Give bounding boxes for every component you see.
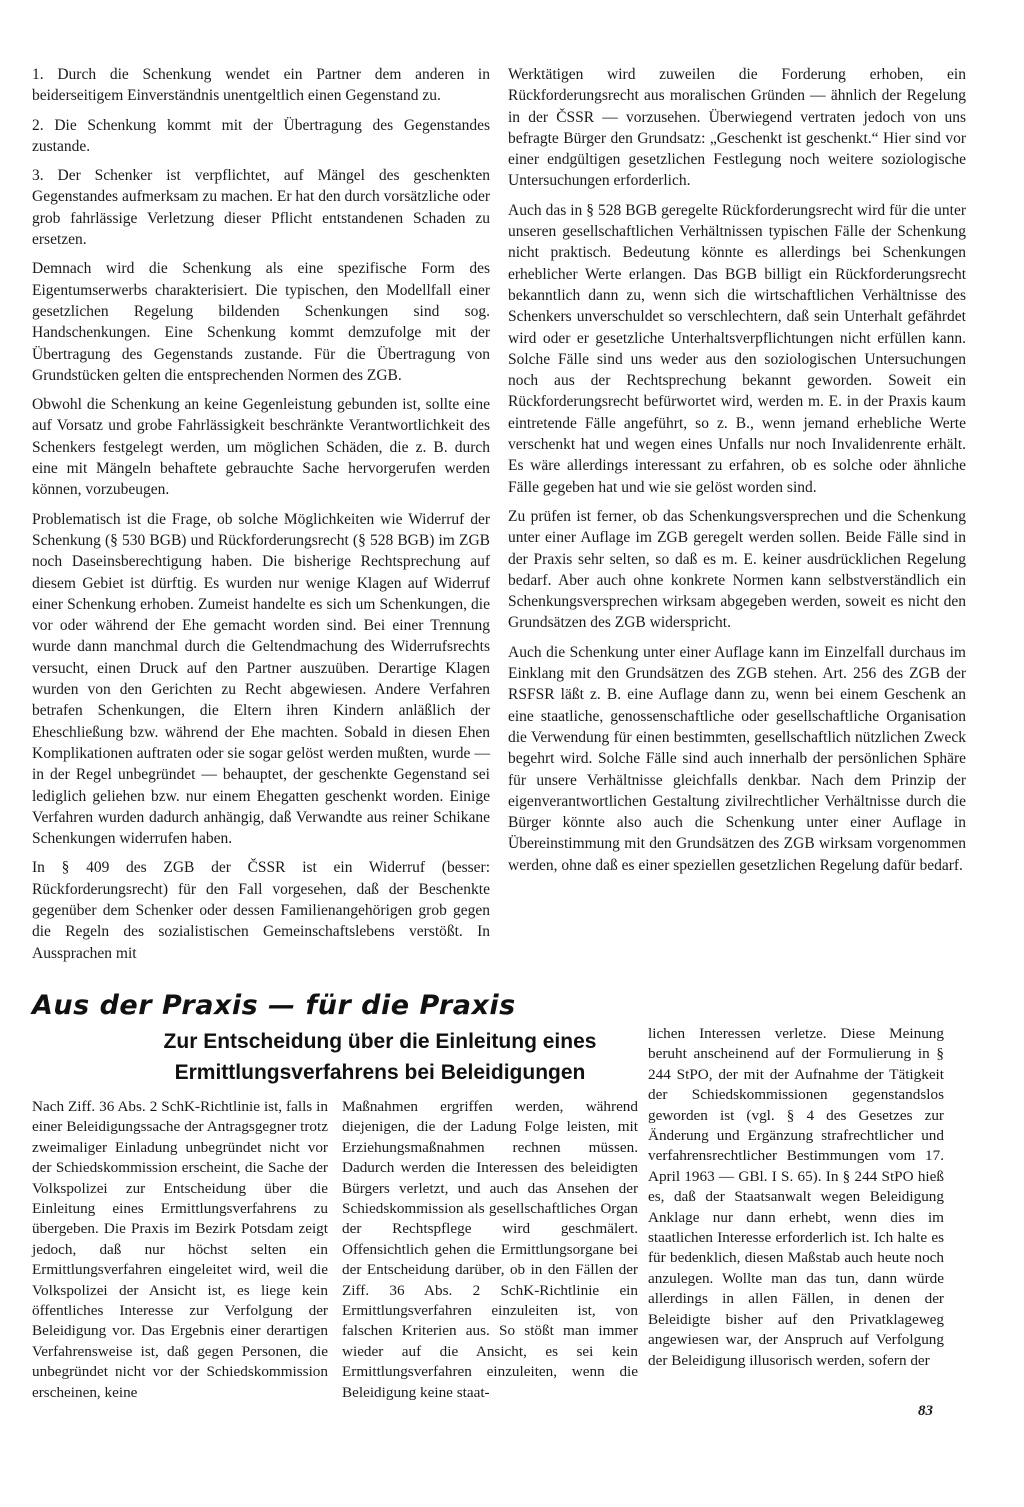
right-text-column xyxy=(508,64,966,884)
paragraph: 1. Durch die Schenkung wendet ein Partner dem anderen in beiderseitigem Einverständnis unentgeltlich einen Gegenstand zu. xyxy=(32,66,490,105)
paragraph: Auch die Schenkung unter einer Auflage kann im Einzelfall durchaus im Einklang mit den Grundsätzen des ZGB stehen. Art. 256 des ZGB der RSFSR läßt z. B. eine Auflage dann zu, wenn bei einem Geschenk an eine staatliche, genossenschaftliche oder gesellschaftliche Organisation die Verwendung für einen bestimmten, gesellschaftlich nützlichen Zweck begehrt wird. Solche Fälle sind auch innerhalb der persönlichen Sphäre für unsere Verhältnisse gleichfalls denkbar. Nach dem Prinzip der eigenverantwortlichen Gestaltung zivilrechtlicher Verhältnisse durch die Bürger könnte also auch die Schenkung unter einer Auflage in Übereinstimmung mit den Grundsätzen des ZGB wirksam vorgenommen werden, ohne daß es einer speziellen gesetzlichen Regelung dafür bedarf. xyxy=(508,643,966,874)
left-text-column xyxy=(32,64,490,972)
article-column-3 xyxy=(648,1024,944,1371)
paragraph: Problematisch ist die Frage, ob solche Möglichkeiten wie Widerruf der Schenkung (§ 530 BGB) und Rückforderungsrecht (§ 528 BGB) im ZGB noch Daseinsberechtigung haben. Die bisherige Rechtsprechung auf diesem Gebiet ist dürftig. Es wurden nur wenige Klagen auf Widerruf einer Schenkung erhoben. Zumeist handelte es sich um Schenkungen, die vor oder während der Ehe gemacht worden sind. Bei einer Trennung wurde dann manchmal durch die Geltendmachung des Widerrufsrechts versucht, einen Druck auf den Partner auszuüben. Derartige Klagen wurden von den Gerichten zu Recht abgewiesen. Andere Verfahren betrafen Schenkungen, die Eltern ihren Kindern anläßlich der Eheschließung bzw. während der Ehe machten. Sobald in diesen Ehen Komplikationen auftraten oder sie sogar gelöst werden mußten, wurde — in der Regel unbegründet — behauptet, der geschenkte Gegenstand sei lediglich geliehen bzw. nur einem Ehegatten geschenkt worden. Einige Verfahren wurden dadurch anhängig, daß Verwandte aus reiner Schikane Schenkungen widerrufen haben. xyxy=(32,510,490,848)
article-title: Zur Entscheidung über die Einleitung eines Ermittlungsverfahrens bei Beleidigungen xyxy=(163,1030,597,1084)
paragraph: Auch das in § 528 BGB geregelte Rückforderungsrecht wird für die unter unseren gesellschaftlichen Verhältnissen typischen Fälle der Schenkung nicht praktisch. Bedeutung könnte es allerdings bei Schenkungen erheblicher Werte erlangen. Das BGB billigt ein Rückforderungsrecht bekanntlich dann zu, wenn sich die wirtschaftlichen Verhältnisse des Schenkers unverschuldet so verschlechtern, daß sein Unterhalt gefährdet wird oder er gesetzliche Unterhaltsverpflichtungen nicht erfüllen kann. Solche Fälle sind uns weder aus den soziologischen Untersuchungen noch aus der Rechtsprechung bekannt geworden. Soweit ein Rückforderungsrecht befürwortet wird, werden m. E. in der Praxis kaum eintretende Fälle angeführt, so z. B., wenn jemand erhebliche Werte verschenkt hat und wegen eines Unfalls nur noch Invalidenrente erhält. Es wäre allerdings interessant zu erfahren, ob es solche oder ähnliche Fälle gegeben hat und wie sie gelöst worden sind. xyxy=(508,201,966,496)
paragraph: lichen Interessen verletze. Diese Meinung beruht anscheinend auf der Formulierung in § 244 StPO, der mit der Aufnahme der Tätigkeit der Schiedskommissionen gegenstandslos geworden ist (vgl. § 4 des Gesetzes zur Änderung und Ergänzung strafrechtlicher und verfahrensrechtlicher Bestimmungen vom 17. April 1963 — GBl. I S. 65). In § 244 StPO hieß es, daß der Staatsanwalt wegen Beleidigung Anklage nur dann erhebt, wenn dies im staatlichen Interesse erforderlich ist. Ich halte es für bedenklich, diesen Maßstab auch heute noch anzulegen. Wollte man das tun, dann würde allerdings in allen Fällen, in denen der Beleidigte bisher auf den Privatklageweg angewiesen war, der Anspruch auf Verfolgung der Beleidigung illusorisch werden, sofern der xyxy=(648,1025,944,1369)
page-number: 83 xyxy=(918,1403,933,1419)
paragraph: 3. Der Schenker ist verpflichtet, auf Mängel des geschenkten Gegenstandes aufmerksam zu machen. Er hat den durch vorsätzliche oder grob fahrlässige Verletzung dieser Pflicht entstandenen Schaden zu ersetzen. xyxy=(32,167,490,249)
paragraph: Maßnahmen ergriffen werden, während diejenigen, die der Ladung Folge leisten, mit Erziehungsmaßnahmen rechnen müssen. Dadurch werden die Interessen des beleidigten Bürgers verletzt, und auch das Ansehen der Schiedskommission als gesellschaftliches Organ der Rechtspflege wird geschmälert. Offensichtlich gehen die Ermittlungsorgane bei der Entscheidung darüber, ob in den Fällen der Ziff. 36 Abs. 2 SchK-Richtlinie ein Ermittlungsverfahren einzuleiten ist, von falschen Kriterien aus. So stößt man immer wieder auf die Ansicht, es sei kein Ermittlungsverfahren einzuleiten, wenn die Beleidigung keine staat- xyxy=(342,1098,638,1401)
article-column-1 xyxy=(32,1097,328,1403)
paragraph: Obwohl die Schenkung an keine Gegenleistung gebunden ist, sollte eine auf Vorsatz und grobe Fahrlässigkeit beschränkte Verantwortlichkeit des Schenkers festgelegt werden, um möglichen Schäden, die z. B. durch eine mit Mängeln behaftete gebrauchte Sache hervorgerufen werden können, vorzubeugen. xyxy=(32,396,490,499)
paragraph: 2. Die Schenkung kommt mit der Übertragung des Gegenstandes zustande. xyxy=(32,116,490,155)
paragraph: In § 409 des ZGB der ČSSR ist ein Widerruf (besser: Rückforderungsrecht) für den Fall vorgesehen, daß der Beschenkte gegenüber dem Schenker oder dessen Familienangehörigen grob gegen die Regeln des sozialistischen Gemeinschaftslebens verstößt. In Aussprachen mit xyxy=(32,859,490,962)
paragraph: Demnach wird die Schenkung als eine spezifische Form des Eigentumserwerbs charakterisiert. Die typischen, den Modellfall einer gesetzlichen Regelung bildenden Schenkungen sind sog. Handschenkungen. Eine Schenkung kommt demzufolge mit der Übertragung des Gegenstands zustande. Für die Übertragung von Grundstücken gelten die entsprechenden Normen des ZGB. xyxy=(32,260,490,384)
section-heading: Aus der Praxis — für die Praxis xyxy=(32,990,516,1021)
paragraph: Zu prüfen ist ferner, ob das Schenkungsversprechen und die Schenkung unter einer Auflage im ZGB geregelt werden sollen. Beide Fälle sind in der Praxis sehr selten, so daß es m. E. keiner ausdrücklichen Regelung bedarf. Aber auch ohne konkrete Normen kann selbstverständlich ein Schenkungsversprechen wirksam abgegeben werden, soweit es nicht den Grundsätzen des ZGB widerspricht. xyxy=(508,507,966,632)
paragraph: Nach Ziff. 36 Abs. 2 SchK-Richtlinie ist, falls in einer Beleidigungssache der Antragsgegner trotz zweimaliger Einladung unbegründet nicht vor der Schiedskommission erscheint, die Sache der Volkspolizei zur Entscheidung über die Einleitung eines Ermittlungsverfahrens zu übergeben. Die Praxis im Bezirk Potsdam zeigt jedoch, daß nur höchst selten ein Ermittlungsverfahren eingeleitet wird, weil die Volkspolizei der Ansicht ist, es liege kein öffentliches Interesse zur Verfolgung der Beleidigung vor. Das Ergebnis einer derartigen Verfahrensweise ist, daß gegen Personen, die unbegründet nicht vor der Schiedskommission erscheinen, keine xyxy=(32,1098,328,1401)
article-column-2 xyxy=(342,1097,638,1403)
paragraph: Werktätigen wird zuweilen die Forderung erhoben, ein Rückforderungsrecht aus moralischen Gründen — ähnlich der Regelung in der ČSSR — vorzusehen. Überwiegend vertraten jedoch von uns befragte Bürger den Grundsatz: „Geschenkt ist geschenkt.“ Hier sind vor einer endgültigen gesetzlichen Festlegung noch weitere soziologische Untersuchungen erforderlich. xyxy=(508,66,966,190)
